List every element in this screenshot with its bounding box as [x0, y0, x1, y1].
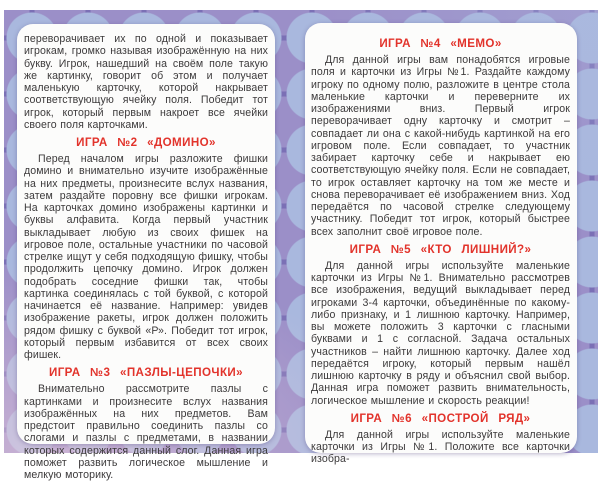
game4-memo-heading: ИГРА №4 «МЕМО»: [379, 37, 502, 50]
continuation-paragraph: переворачивает их по одной и показывает игрокам, громко называя изображённую на них букву. Игрок, нашедший на своём поле такую же картинку, говорит об этом и получает маленькую карточку, которой накрывает соответствующую ячейку поля. Победит тот игрок, который первым накроет все ячейки своего поля карточками.: [24, 33, 268, 131]
game3-puzzles-rules: Внимательно рассмотрите пазлы с картинками и произнесите вслух названия изображённых на них предметов. Вам предстоит правильно соединить пазлы со слогами и пазлы с предметами, в названии которых содержится данный слог. Данная игра поможет развить логическое мышление и мелкую моторику.: [24, 383, 268, 481]
right-page: [305, 23, 577, 466]
game2-domino-rules: Перед началом игры разложите фишки домино и внимательно изучите изображённые на них предметы, произнесите вслух названия, затем раздайте поровну все фишки игрокам. На карточках домино изображены картинки и буквы алфавита. Когда первый участник выкладывает любую из своих фишек на игровое поле, остальные участники по часовой стрелке ищут у себя подходящую фишку, чтобы продолжить цепочку домино. Игрок должен подобрать соседние фишки так, чтобы картинка соединялась с той буквой, с которой начинается её название. Например: увидев изображение ракеты, игрок должен положить рядом фишку с буквой «Р». Победит тот игрок, который первым избавится от всех своих фишек.: [24, 153, 268, 361]
game2-domino-heading: ИГРА №2 «ДОМИНО»: [76, 136, 216, 149]
game6-build-row-rules: Для данной игры используйте маленькие карточки из Игры №1. Положите все карточки изобра-: [311, 428, 570, 466]
game5-odd-one-out-heading: ИГРА №5 «КТО ЛИШНИЙ?»: [349, 242, 532, 256]
game6-build-row-heading: ИГРА №6 «ПОСТРОЙ РЯД»: [350, 411, 531, 425]
game4-memo-rules: Для данной игры вам понадобятся игровые поля и карточки из Игры №1. Раздайте каждому игроку по одному полю, разложите в центре стола маленькие карточки и переверните их изображениями вниз. Первый игрок переворачивает одну карточку и смотрит – совпадает ли она с какой-нибудь картинкой на его игровом поле. Если совпадает, то участник забирает карточку себе и накрывает ею соответствующую ячейку поля. Если не совпадает, то игрок оставляет карточку на том же месте и снова переворачивает её изображением вниз. Ход передаётся по часовой стрелке следующему участнику. Победит тот игрок, который быстрее всех заполнит своё игровое поле.: [311, 54, 570, 238]
game5-odd-one-out-rules: Для данной игры используйте маленькие карточки из Игры №1. Внимательно рассмотрев все изображения, ведущий выкладывает перед игроками 3-4 карточки, объединённые по какому-либо признаку, и 1 лишнюю карточку. Например, вы можете положить 3 карточки с гласными буквами и 1 с согласной. Задача остальных участников – найти лишнюю карточку. Далее ход передаётся игроку, который первым нашёл лишнюю карточку в ряду и объяснил свой выбор. Данная игра поможет развить внимательность, логическое мышление и скорость реакции!: [311, 259, 570, 407]
game3-puzzles-heading: ИГРА №3 «ПАЗЛЫ-ЦЕПОЧКИ»: [48, 366, 244, 380]
left-page: [17, 24, 275, 481]
